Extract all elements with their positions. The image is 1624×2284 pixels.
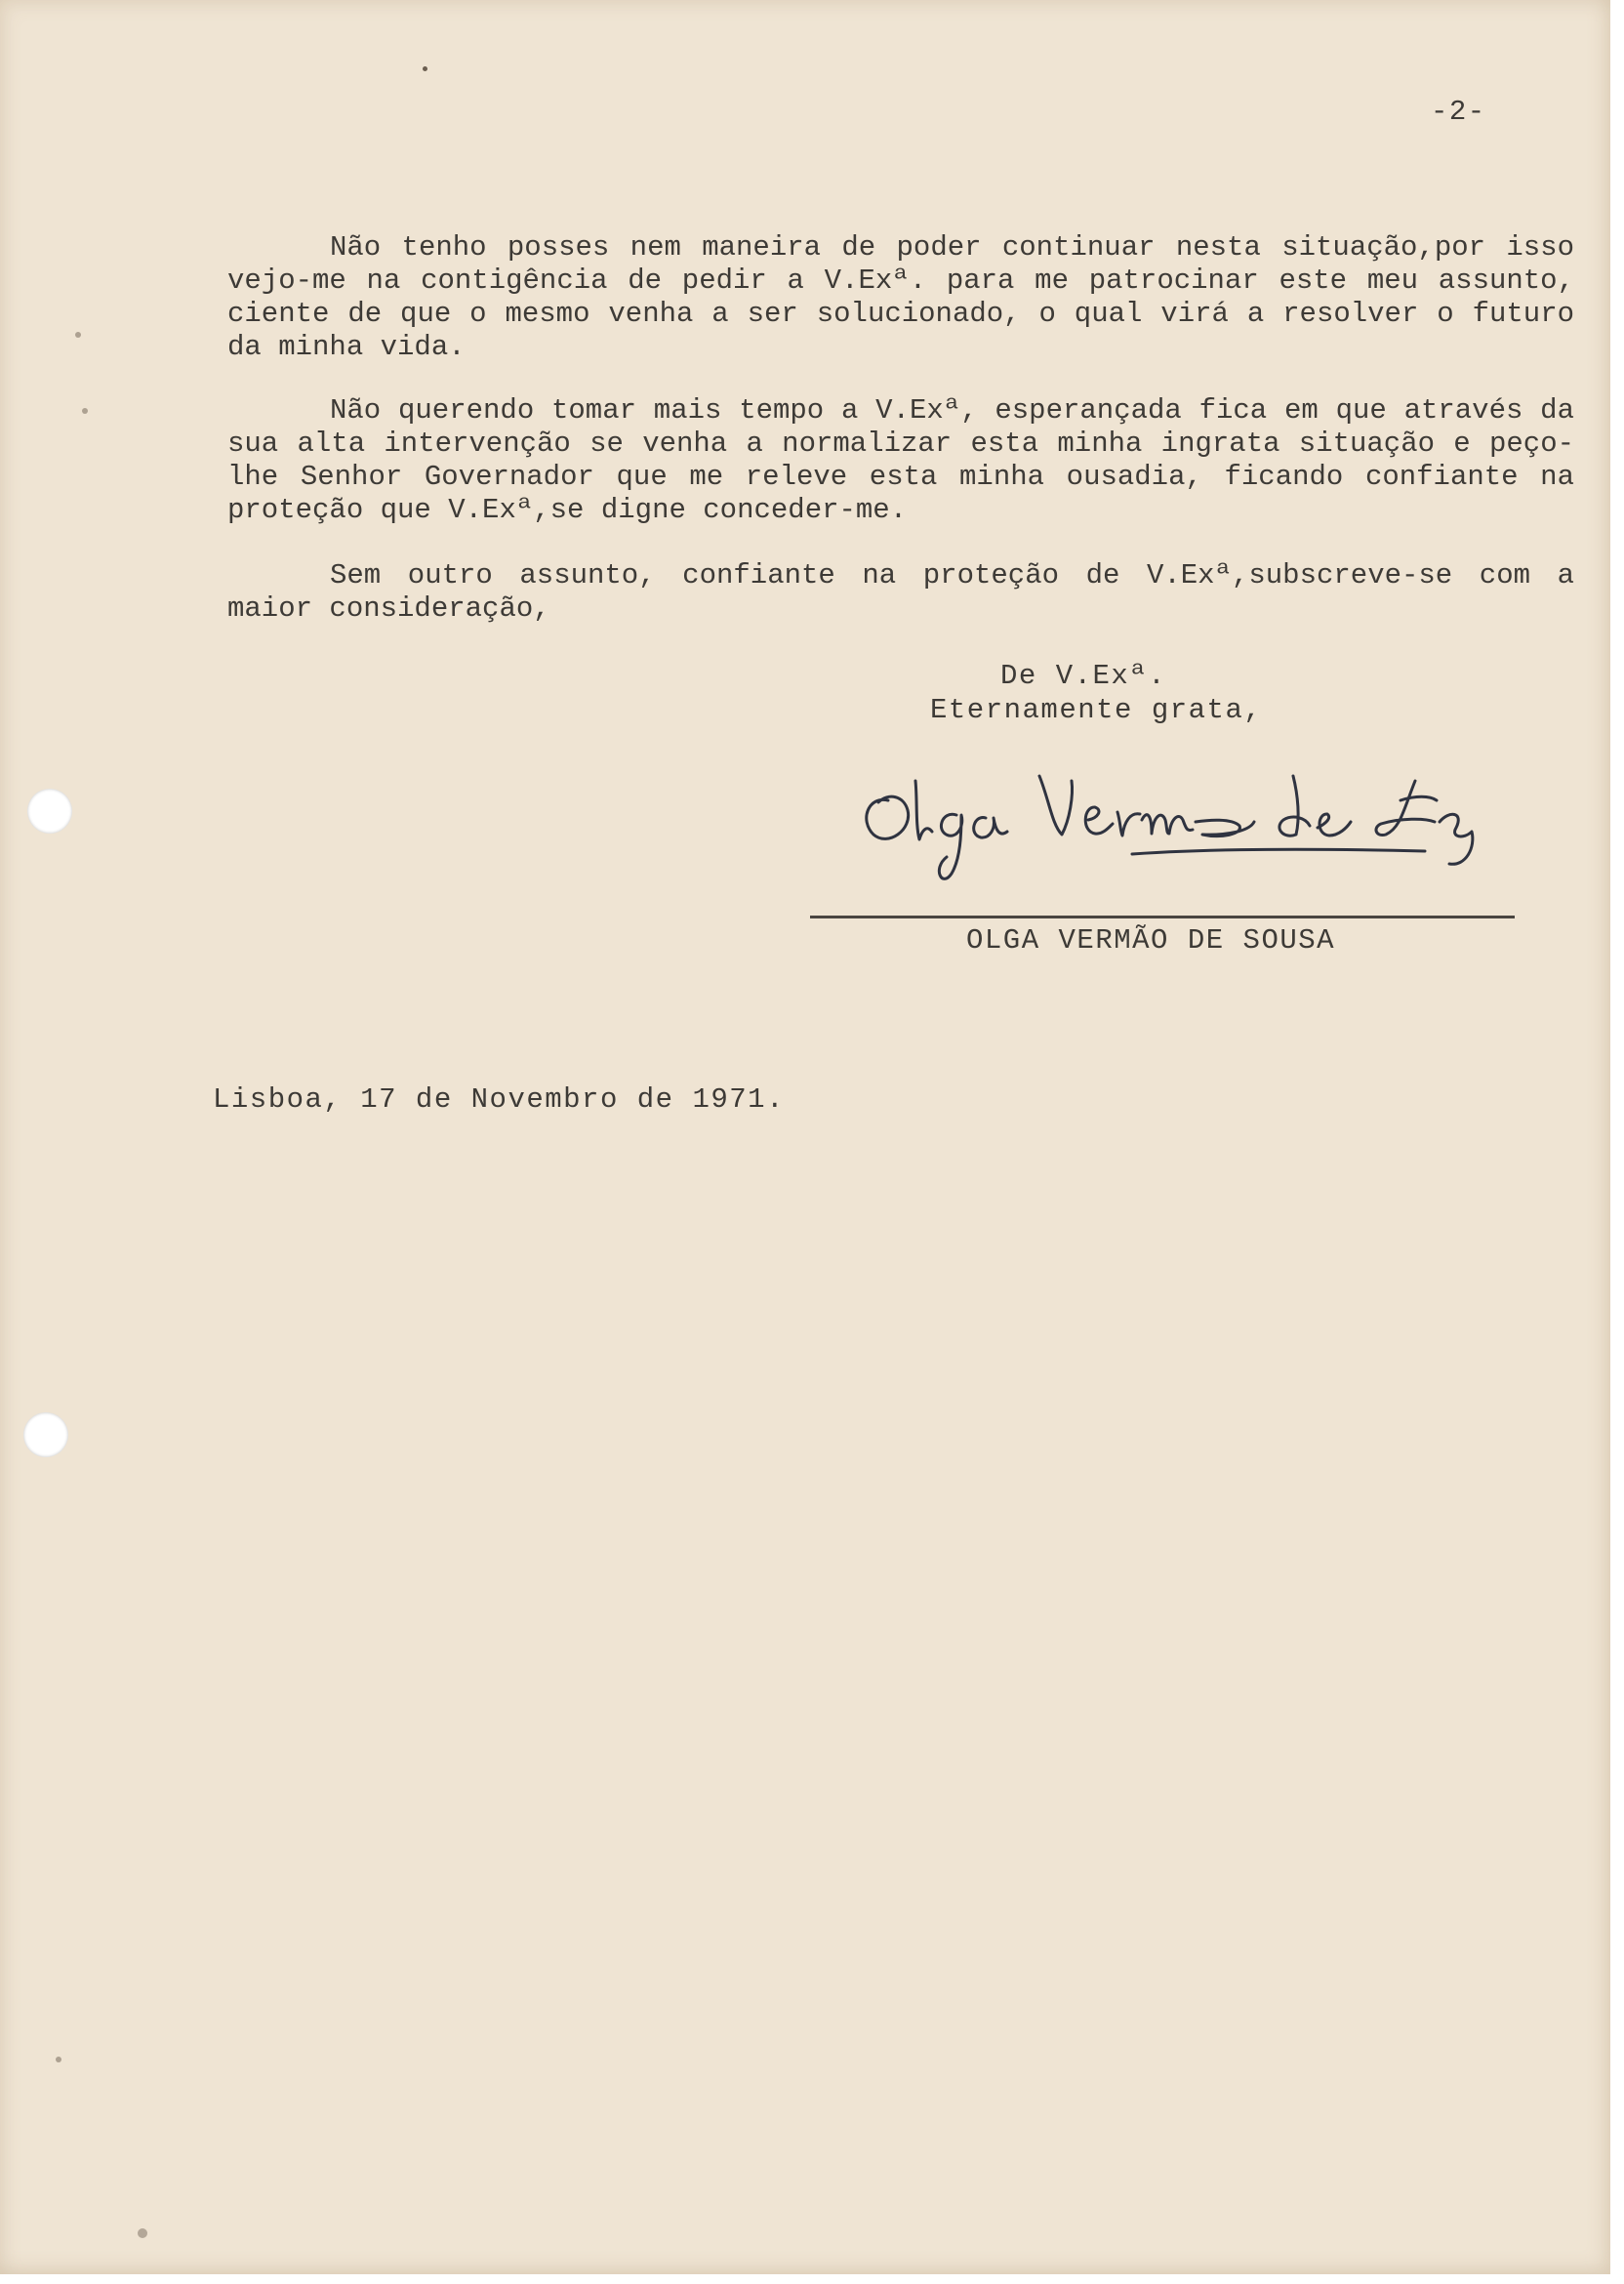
typed-signatory-name: OLGA VERMÃO DE SOUSA (966, 924, 1336, 957)
punch-hole (23, 1412, 68, 1457)
place-date: Lisboa, 17 de Novembro de 1971. (213, 1083, 785, 1116)
body-paragraph: Sem outro assunto, confiante na proteção de V.Exª,subscreve-se com a maior consideração, (227, 559, 1574, 625)
closing-sign-off: Eternamente grata, (930, 694, 1263, 726)
paper-speck (423, 66, 427, 71)
signature-line (810, 916, 1515, 918)
paper-speck (75, 332, 81, 338)
handwritten-signature (839, 742, 1522, 888)
paper-speck (56, 2057, 61, 2062)
body-paragraph: Não tenho posses nem maneira de poder continuar nesta situação,por isso vejo-me na contigência de pedir a V.Exª. para me patrocinar este meu assunto, ciente de que o mesmo venha a ser solucionado, o qual virá a resolver o futuro da minha vida. (227, 231, 1574, 363)
paper-speck (82, 408, 88, 414)
punch-hole (27, 789, 72, 834)
closing-salutation: De V.Exª. (1000, 660, 1167, 692)
paper-speck (138, 2228, 147, 2238)
page-number: -2- (1431, 96, 1486, 128)
body-paragraph: Não querendo tomar mais tempo a V.Exª, esperançada fica em que através da sua alta intervenção se venha a normalizar esta minha ingrata situação e peço-lhe Senhor Governador que me releve esta minha ousadia, ficando confiante na proteção que V.Exª,se digne conceder-me. (227, 394, 1574, 526)
